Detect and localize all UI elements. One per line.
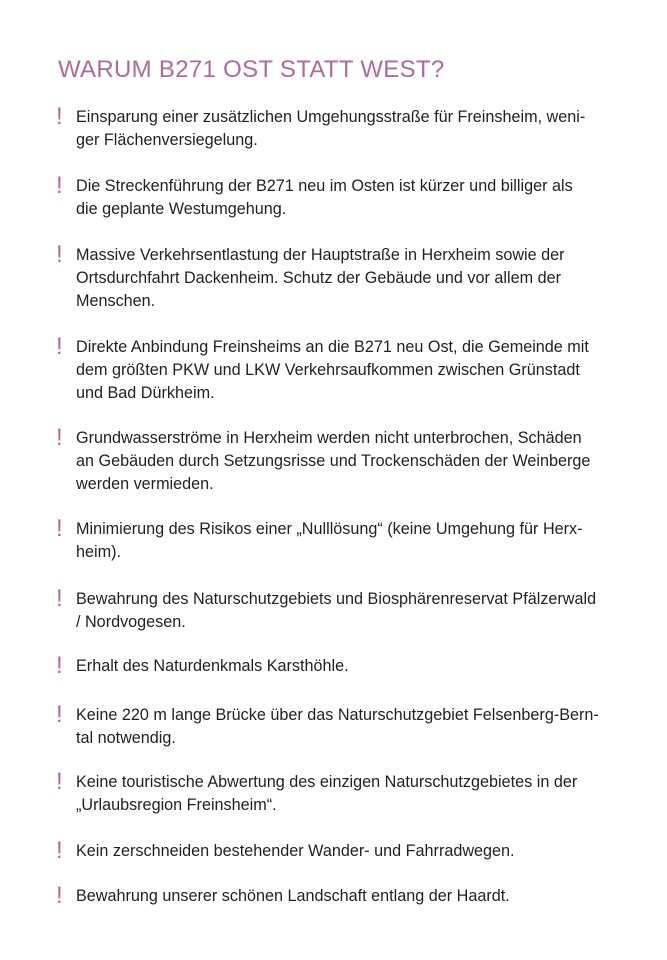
exclamation-icon: ! <box>56 768 63 795</box>
exclamation-icon: ! <box>56 701 63 728</box>
list-item-text: Kein zerschneiden bestehender Wander- und Fahrradwegen. <box>76 842 515 860</box>
list-item-text: Erhalt des Naturdenkmals Karsthöhle. <box>76 657 349 675</box>
exclamation-icon: ! <box>56 515 63 542</box>
exclamation-icon: ! <box>56 333 63 360</box>
list-item-text: Keine touristische Abwertung des einzigen Naturschutzgebietes in der „Urlaubsregion Freinsheim“. <box>76 773 578 814</box>
exclamation-icon: ! <box>56 837 63 864</box>
list-item-text: Direkte Anbindung Freinsheims an die B271 neu Ost, die Gemeinde mit dem größten PKW und LKW Verkehrsaufkommen zwischen Grünstadt und Bad Dürkheim. <box>76 338 589 402</box>
list-item-text: Die Streckenführung der B271 neu im Osten ist kürzer und billiger als die geplante Westumgehung. <box>76 177 573 218</box>
exclamation-icon: ! <box>56 103 63 130</box>
list-item-text: Einsparung einer zusätzlichen Umgehungsstraße für Freinsheim, weni- ger Flächenversiegelung. <box>76 108 586 149</box>
exclamation-icon: ! <box>56 424 63 451</box>
list-item-text: Keine 220 m lange Brücke über das Naturschutzgebiet Felsenberg-Bern- tal notwendig. <box>76 706 599 747</box>
page-title: WARUM B271 OST STATT WEST? <box>58 56 445 83</box>
exclamation-icon: ! <box>56 585 63 612</box>
list-item-text: Bewahrung unserer schönen Landschaft entlang der Haardt. <box>76 887 510 905</box>
exclamation-icon: ! <box>56 882 63 909</box>
exclamation-icon: ! <box>56 241 63 268</box>
exclamation-icon: ! <box>56 652 63 679</box>
list-item-text: Minimierung des Risikos einer „Nulllösung“ (keine Umgehung für Herx- heim). <box>76 520 583 561</box>
list-item-text: Massive Verkehrsentlastung der Hauptstraße in Herxheim sowie der Ortsdurchfahrt Dackenheim. Schutz der Gebäude und vor allem der Menschen. <box>76 246 565 310</box>
list-item-text: Grundwasserströme in Herxheim werden nicht unterbrochen, Schäden an Gebäuden durch Setzungsrisse und Trockenschäden der Weinberge werden vermieden. <box>76 429 591 493</box>
exclamation-icon: ! <box>56 172 63 199</box>
list-item-text: Bewahrung des Naturschutzgebiets und Biosphärenreservat Pfälzerwald / Nordvogesen. <box>76 590 597 631</box>
